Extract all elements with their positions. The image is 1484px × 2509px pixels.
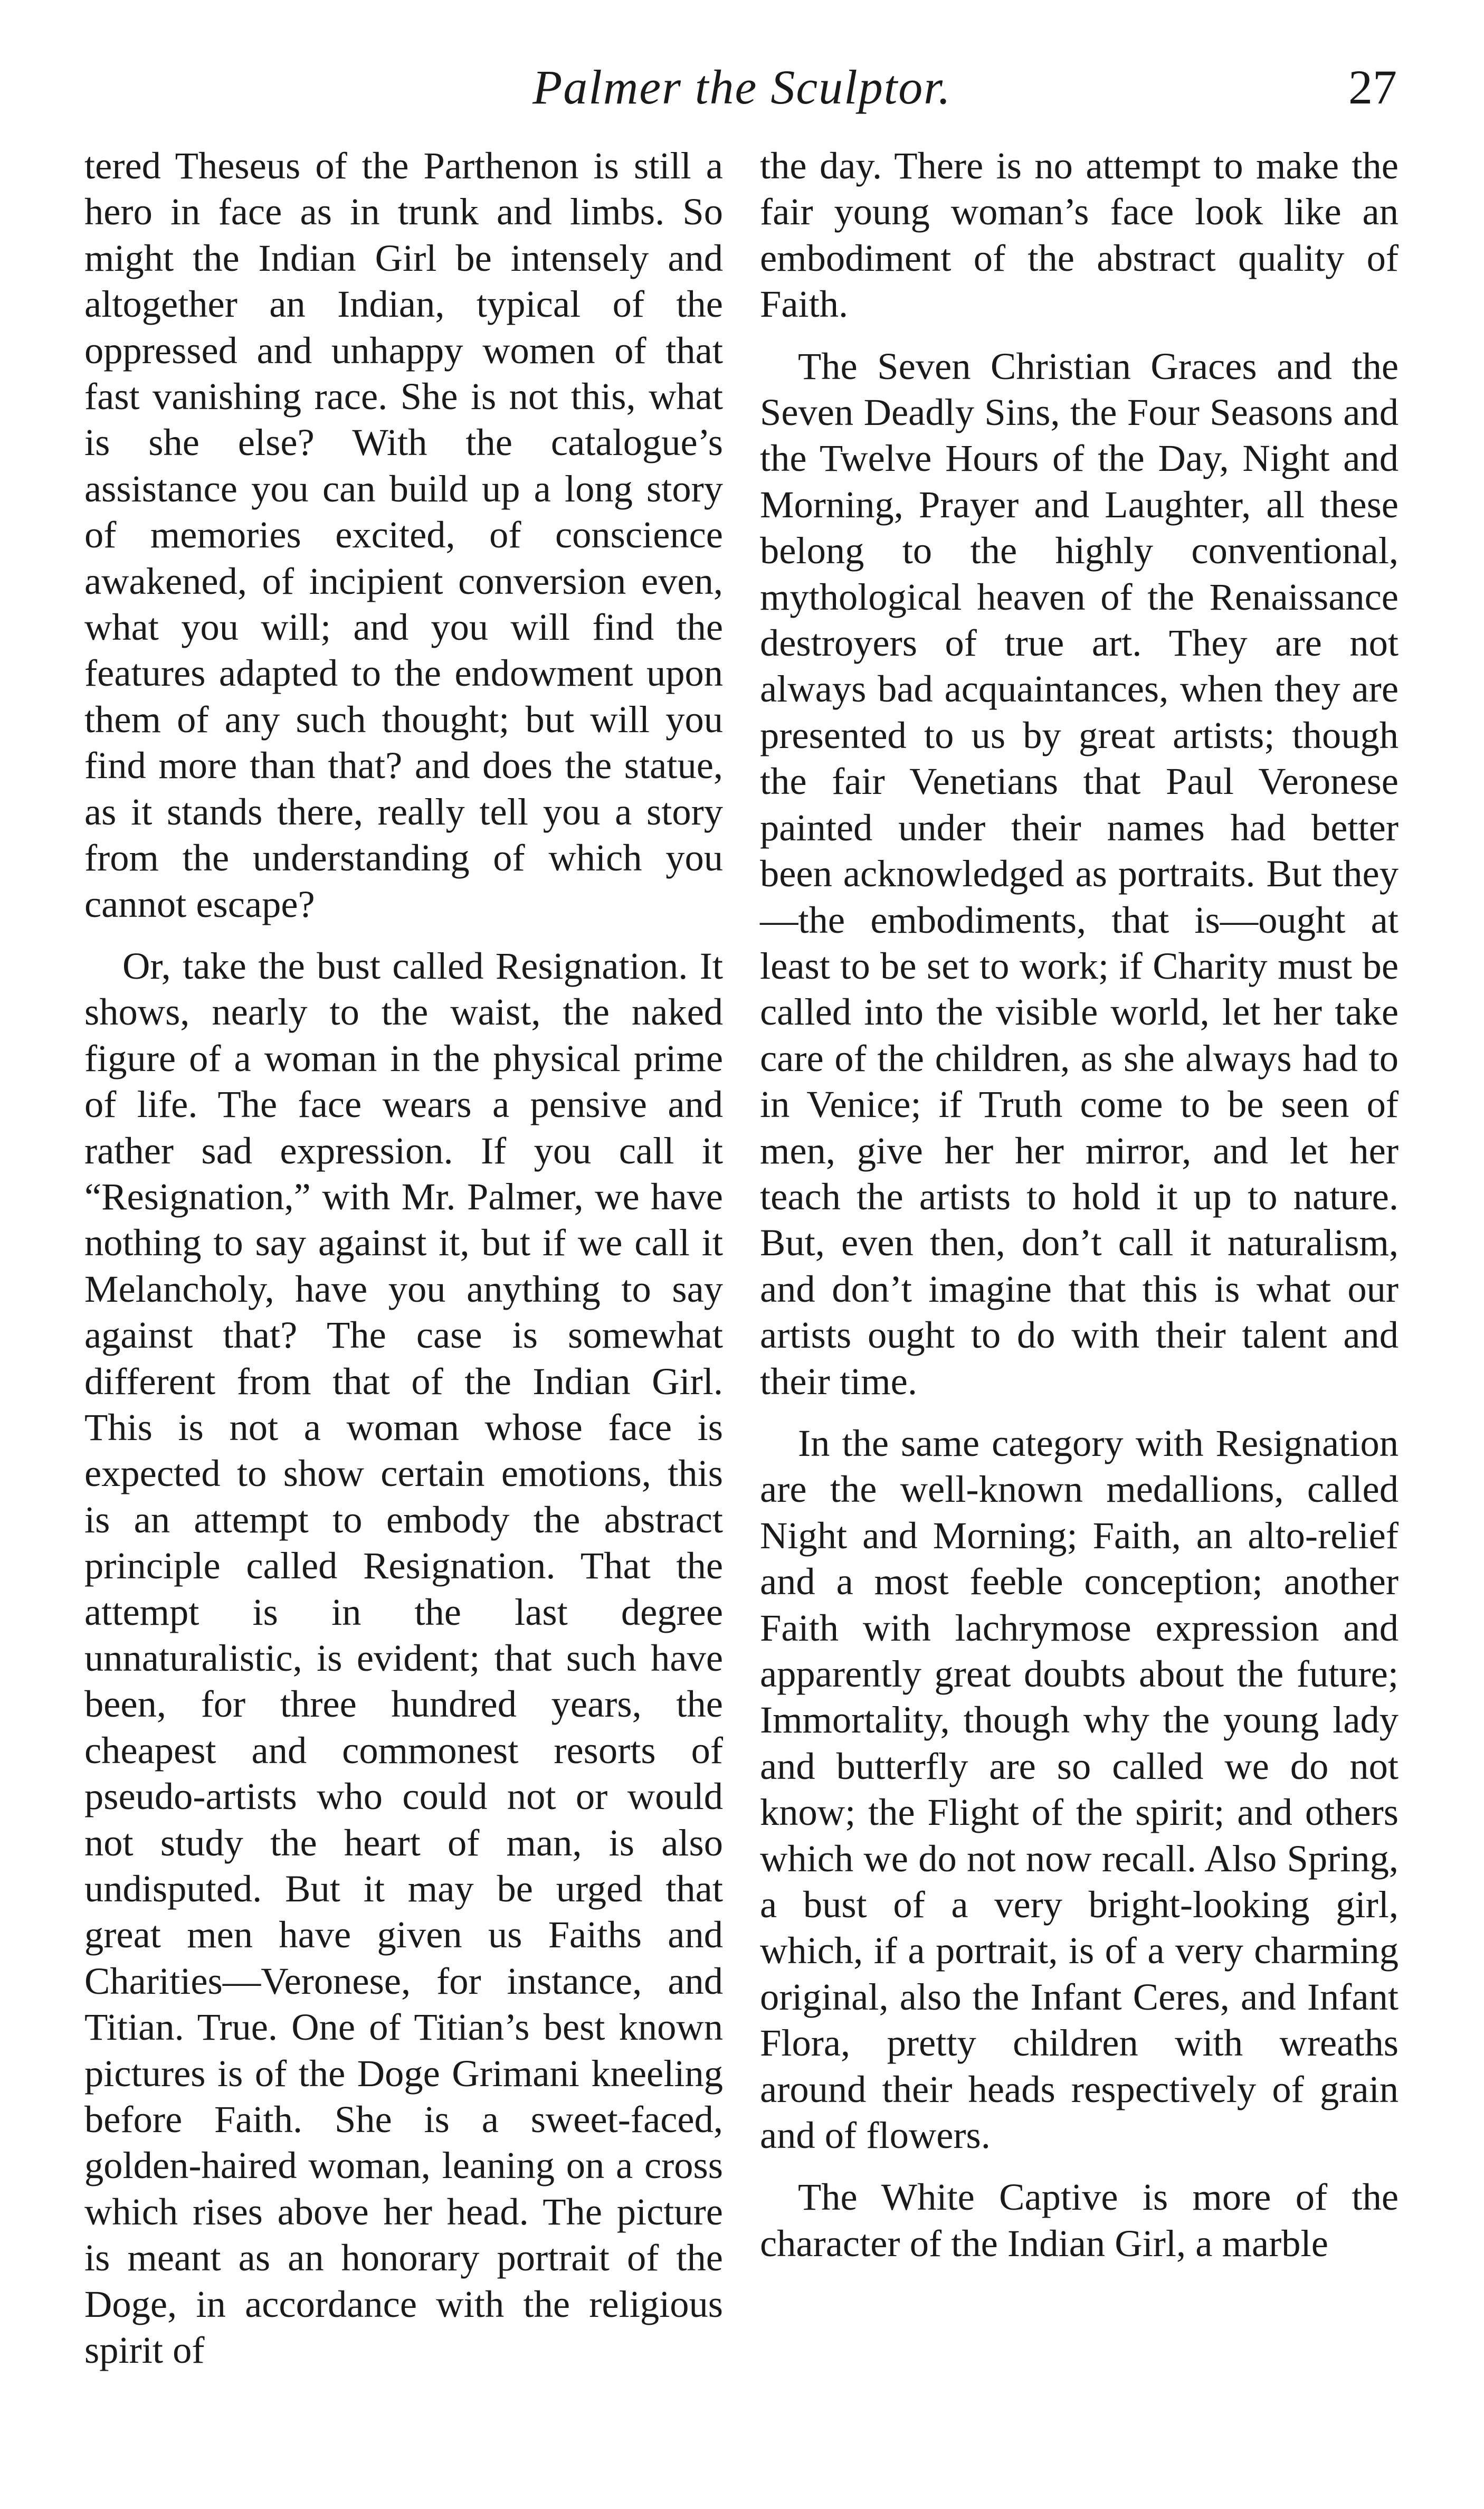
paragraph-continued: tered Theseus of the Parthenon is still a hero in face as in trunk and limbs. So might the Indian Girl be intensely and altogether an Indian, typical of the oppressed and unhappy women of that fast vanishing race. She is not this, what is she else? With the catalogue’s assistance you can build up a long story of memories excited, of conscience awakened, of incipient conversion even, what you will; and you will find the features adapted to the endowment upon them of any such thought; but will you find more than that? and does the statue, as it stands there, really tell you a story from the understanding of which you cannot escape? xyxy=(84,144,723,925)
running-head xyxy=(0,55,1484,119)
paragraph-white-captive: The White Captive is more of the character of the Indian Girl, a marble xyxy=(760,2175,1399,2265)
left-column xyxy=(84,143,723,2389)
page-number: 27 xyxy=(1348,60,1397,114)
paragraph-resignation: Or, take the bust called Resignation. It shows, nearly to the waist, the naked figure of a woman in the physical prime of life. The face wears a pensive and rather sad expression. If you call it “Resignation,” with Mr. Palmer, we have nothing to say against it, but if we call it Melancholy, have you anything to say against that? The case is somewhat different from that of the Indian Girl. This is not a woman whose face is expected to show certain emotions, this is an attempt to embody the abstract principle called Resignation. That the attempt is in the last degree unnaturalistic, is evident; that such have been, for three hundred years, the cheapest and commonest resorts of pseudo-artists who could not or would not study the heart of man, is also undisputed. But it may be urged that great men have given us Faiths and Charities—Veronese, for instance, and Titian. True. One of Titian’s best known pictures is of the Doge Grimani kneeling before Faith. She is a sweet-faced, golden-haired woman, leaning on a cross which rises above her head. The picture is meant as an honorary portrait of the Doge, in accordance with the religious spirit of xyxy=(84,944,723,2372)
paragraph-same-category: In the same category with Resignation are the well-known medallions, called Night and Morning; Faith, an alto-relief and a most feeble conception; another Faith with lachrymose expression and apparently great doubts about the future; Immortality, though why the young lady and butterfly are so called we do not know; the Flight of the spirit; and others which we do not now recall. Also Spring, a bust of a very bright-looking girl, which, if a portrait, is of a very charming original, also the Infant Ceres, and Infant Flora, pretty children with wreaths around their heads respectively of grain and of flowers. xyxy=(760,1421,1399,2157)
running-title: Palmer the Sculptor. xyxy=(532,60,952,114)
paragraph-graces-and-sins: The Seven Christian Graces and the Seven Deadly Sins, the Four Seasons and the Twelve Hours of the Day, Night and Morning, Prayer and Laughter, all these belong to the highly conventional, mythological heaven of the Renaissance destroyers of true art. They are not always bad acquaintances, when they are presented to us by great artists; though the fair Venetians that Paul Veronese painted under their names had better been acknowledged as portraits. But they—the embodiments, that is—ought at least to be set to work; if Charity must be called into the visible world, let her take care of the children, as she always had to in Venice; if Truth come to be seen of men, give her her mirror, and let her teach the artists to hold it up to nature. But, even then, don’t call it naturalism, and don’t imagine that this is what our artists ought to do with their talent and their time. xyxy=(760,344,1399,1403)
paragraph-continued: the day. There is no attempt to make the fair young woman’s face look like an embodiment of the abstract quality of Faith. xyxy=(760,144,1399,326)
right-column xyxy=(760,143,1399,2282)
